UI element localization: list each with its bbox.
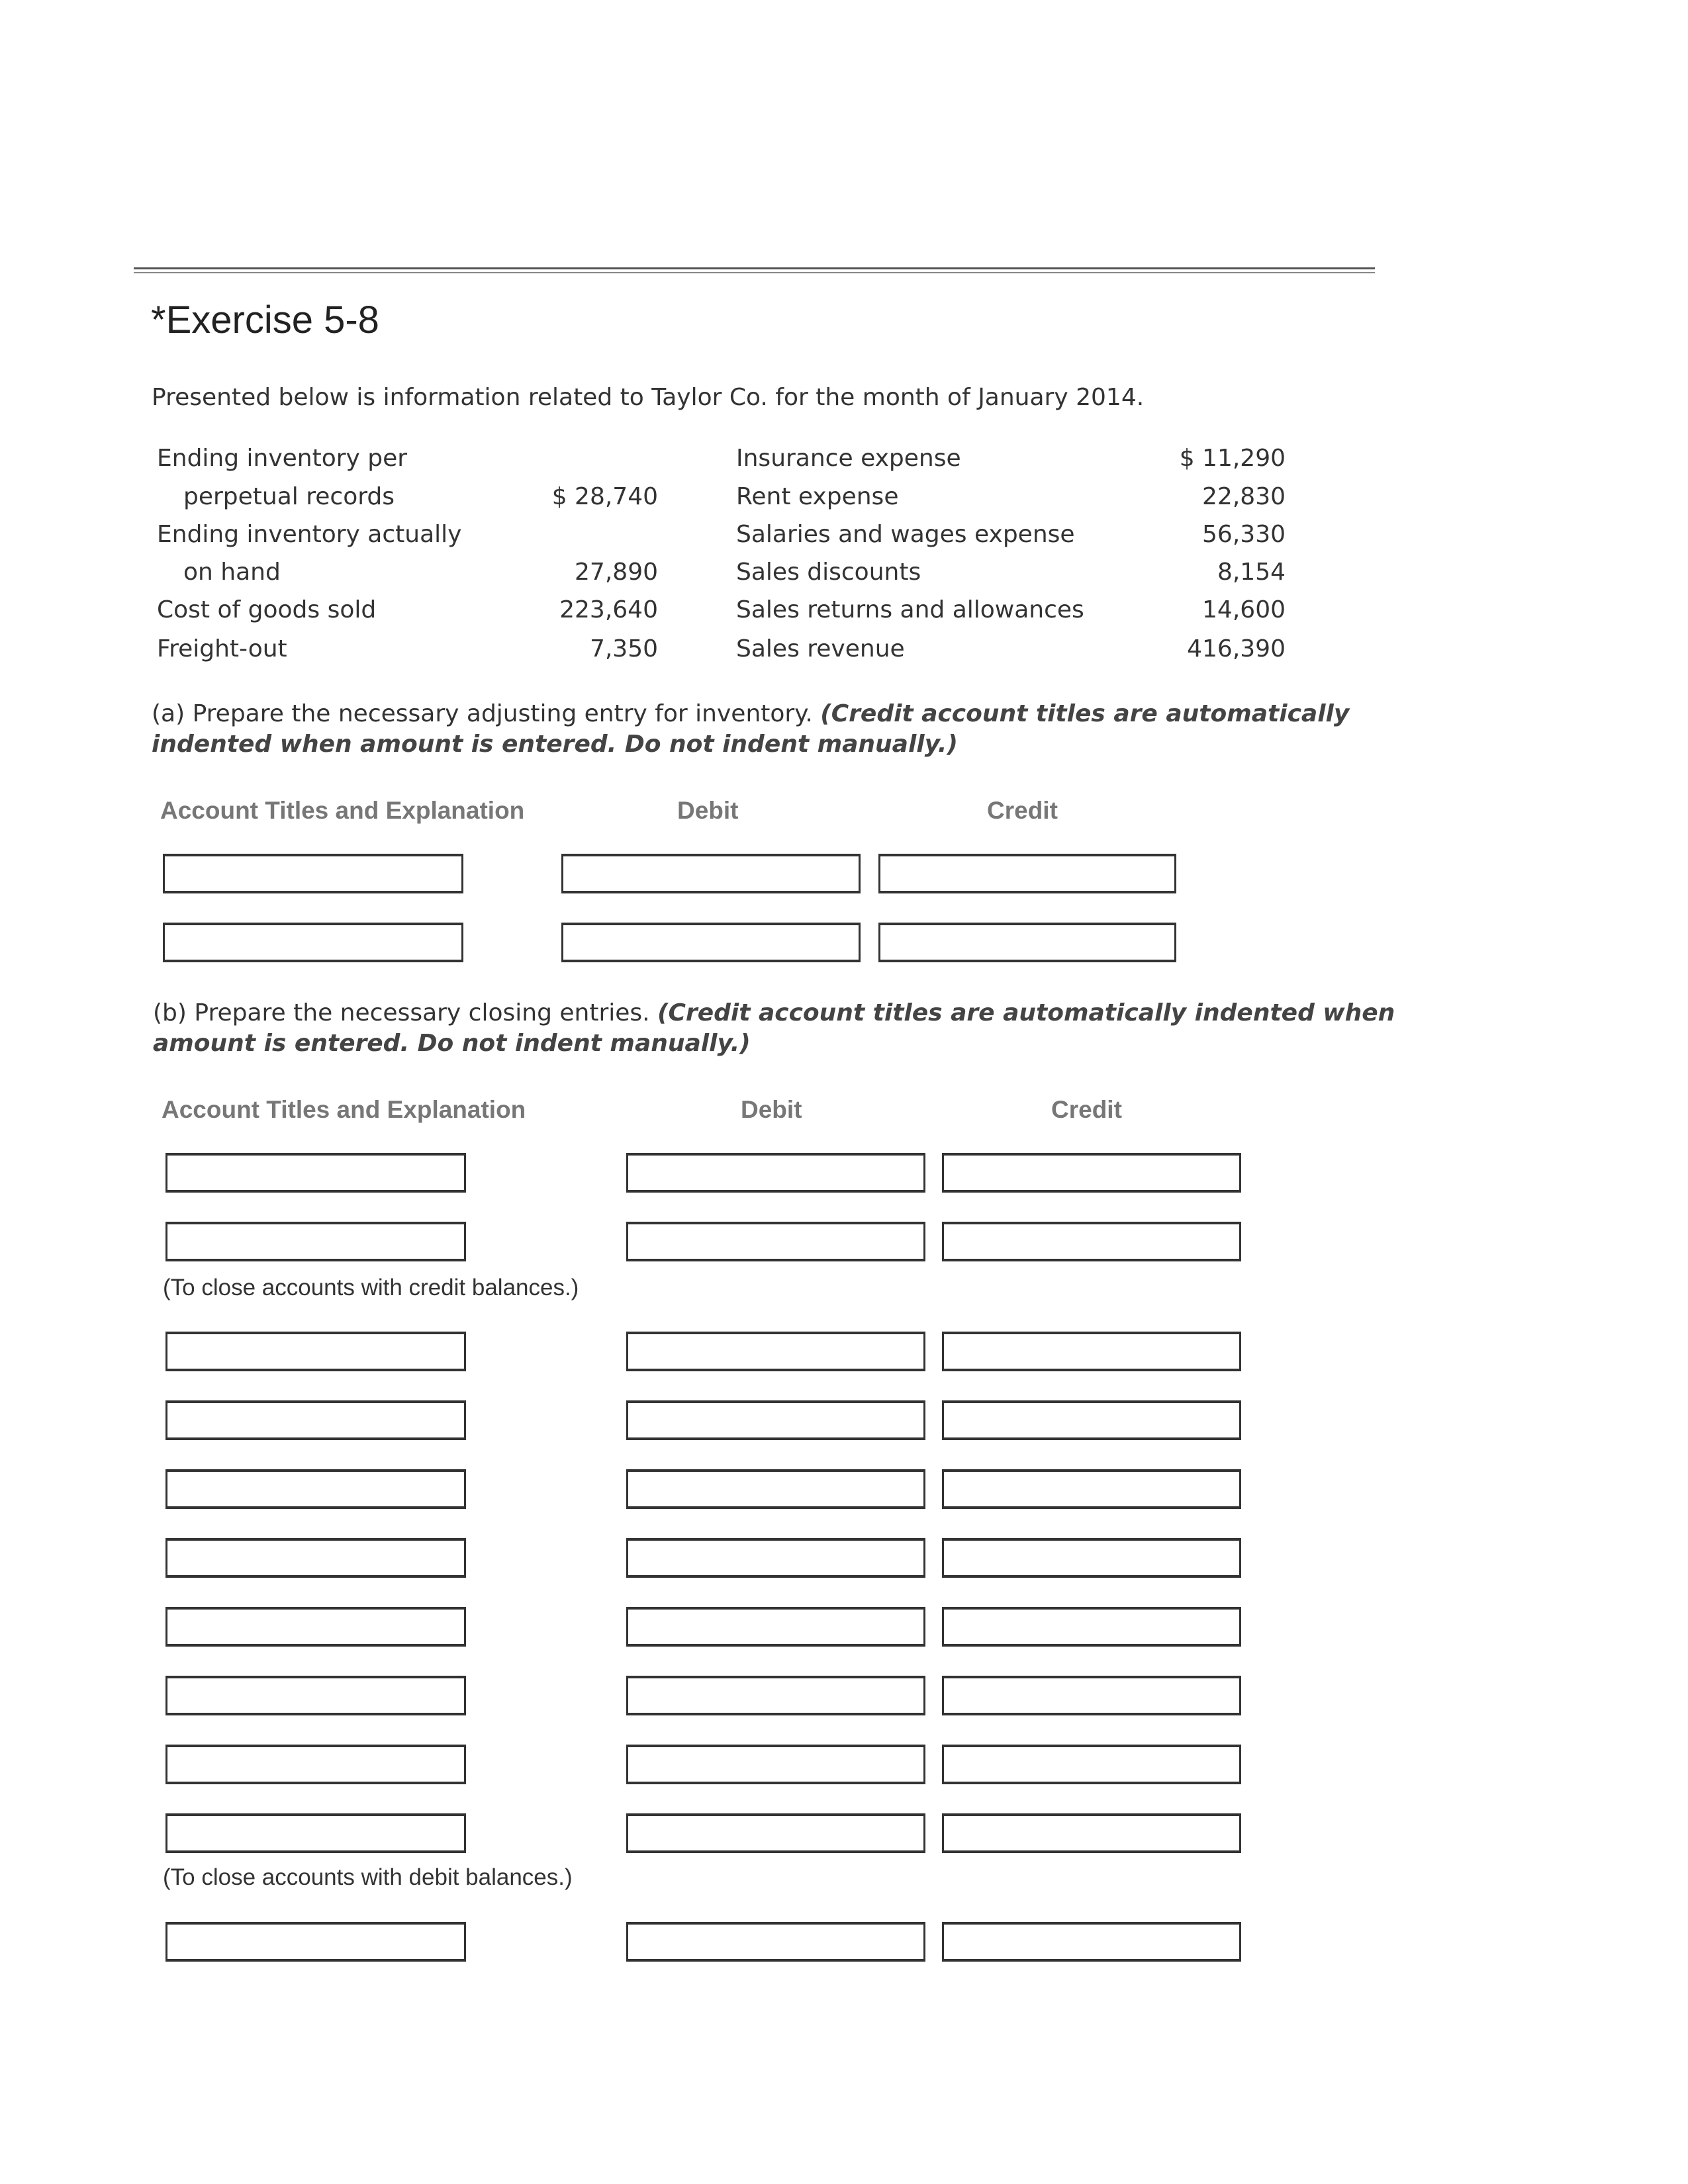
debit-input[interactable]	[626, 1745, 925, 1784]
credit-input[interactable]	[942, 1538, 1241, 1578]
item-label: perpetual records	[183, 483, 395, 510]
part-b-instructions	[153, 999, 1395, 1026]
item-amount: $ 28,740	[551, 483, 658, 510]
item-label: Ending inventory per	[157, 445, 408, 472]
divider-rule	[134, 272, 1375, 273]
intro-text: Presented below is information related to Taylor Co. for the month of January 2014.	[152, 384, 1145, 411]
credit-input[interactable]	[942, 1745, 1241, 1784]
item-amount: 223,640	[559, 596, 658, 623]
account-input[interactable]	[165, 1676, 466, 1715]
item-label: on hand	[183, 559, 281, 586]
item-amount: 27,890	[575, 559, 658, 586]
debit-input[interactable]	[626, 1676, 925, 1715]
part-b-instructions-2	[153, 1030, 751, 1057]
note-credit-close: (To close accounts with credit balances.)	[163, 1275, 579, 1300]
item-label: Freight-out	[157, 635, 287, 662]
header-credit-a: Credit	[987, 797, 1058, 824]
part-a-prompt: (a) Prepare the necessary adjusting entry for inventory.	[152, 700, 813, 727]
debit-input[interactable]	[626, 1922, 925, 1962]
part-a-instructions-2	[152, 731, 958, 758]
item-amount: 7,350	[589, 635, 658, 662]
part-a-note: (Credit account titles are automatically	[820, 700, 1350, 727]
part-a-note-2: indented when amount is entered. Do not indent manually.)	[152, 731, 958, 758]
credit-input[interactable]	[942, 1332, 1241, 1371]
debit-input[interactable]	[561, 923, 861, 962]
header-debit-a: Debit	[677, 797, 739, 824]
debit-input[interactable]	[626, 1400, 925, 1440]
item-label: Cost of goods sold	[157, 596, 377, 623]
credit-input[interactable]	[942, 1813, 1241, 1853]
credit-input[interactable]	[942, 1153, 1241, 1193]
item-label: Rent expense	[736, 483, 899, 510]
item-amount: $ 11,290	[1179, 445, 1286, 472]
account-input[interactable]	[165, 1607, 466, 1647]
item-label: Insurance expense	[736, 445, 961, 472]
debit-input[interactable]	[626, 1332, 925, 1371]
part-b-prompt: (b) Prepare the necessary closing entries.	[153, 999, 650, 1026]
item-label: Ending inventory actually	[157, 521, 462, 548]
item-amount: 14,600	[1202, 596, 1286, 623]
header-debit-b: Debit	[741, 1096, 802, 1123]
debit-input[interactable]	[626, 1469, 925, 1509]
account-input[interactable]	[165, 1813, 466, 1853]
credit-input[interactable]	[942, 1400, 1241, 1440]
item-label: Salaries and wages expense	[736, 521, 1075, 548]
account-input[interactable]	[163, 854, 463, 893]
item-label: Sales returns and allowances	[736, 596, 1084, 623]
credit-input[interactable]	[878, 923, 1176, 962]
account-input[interactable]	[165, 1469, 466, 1509]
debit-input[interactable]	[626, 1222, 925, 1261]
credit-input[interactable]	[878, 854, 1176, 893]
header-account-a: Account Titles and Explanation	[160, 797, 525, 824]
exercise-title: *Exercise 5-8	[151, 298, 379, 341]
debit-input[interactable]	[626, 1607, 925, 1647]
debit-input[interactable]	[626, 1538, 925, 1578]
account-input[interactable]	[165, 1538, 466, 1578]
debit-input[interactable]	[626, 1153, 925, 1193]
divider-rule	[134, 267, 1375, 269]
debit-input[interactable]	[626, 1813, 925, 1853]
debit-input[interactable]	[561, 854, 861, 893]
account-input[interactable]	[165, 1922, 466, 1962]
part-b-note-2: amount is entered. Do not indent manually.)	[153, 1030, 751, 1057]
account-input[interactable]	[165, 1153, 466, 1193]
account-input[interactable]	[165, 1222, 466, 1261]
item-label: Sales revenue	[736, 635, 905, 662]
part-a-instructions	[152, 700, 1349, 727]
note-debit-close: (To close accounts with debit balances.)	[163, 1864, 573, 1890]
header-credit-b: Credit	[1051, 1096, 1122, 1123]
credit-input[interactable]	[942, 1469, 1241, 1509]
item-amount: 22,830	[1202, 483, 1286, 510]
item-label: Sales discounts	[736, 559, 921, 586]
account-input[interactable]	[165, 1745, 466, 1784]
account-input[interactable]	[165, 1332, 466, 1371]
credit-input[interactable]	[942, 1222, 1241, 1261]
credit-input[interactable]	[942, 1922, 1241, 1962]
account-input[interactable]	[163, 923, 463, 962]
header-account-b: Account Titles and Explanation	[162, 1096, 526, 1123]
credit-input[interactable]	[942, 1676, 1241, 1715]
part-b-note: (Credit account titles are automatically indented when	[657, 999, 1395, 1026]
item-amount: 416,390	[1187, 635, 1286, 662]
credit-input[interactable]	[942, 1607, 1241, 1647]
item-amount: 8,154	[1217, 559, 1286, 586]
item-amount: 56,330	[1202, 521, 1286, 548]
account-input[interactable]	[165, 1400, 466, 1440]
